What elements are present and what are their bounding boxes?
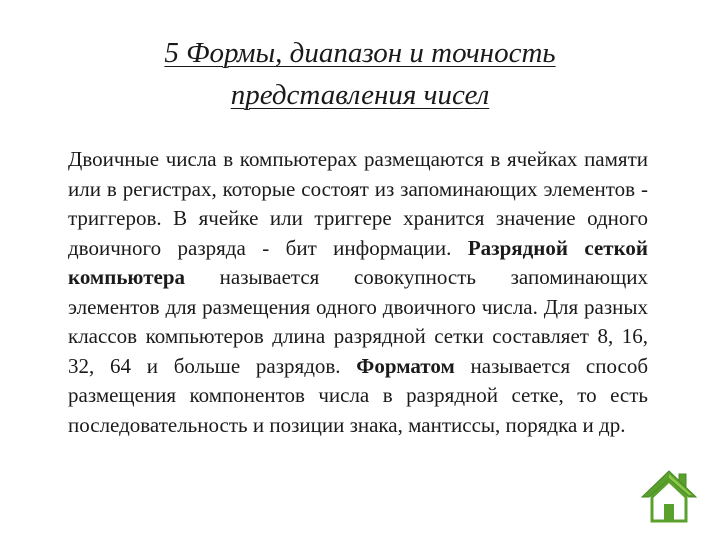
term-bit-grid: Разрядной сеткой компьютера xyxy=(68,235,649,289)
term-format: Форматом xyxy=(356,353,455,378)
home-icon xyxy=(640,468,698,524)
body-text-part-1: Двоичные числа в компьютерах размещаются в ячейках памяти или в регистрах, которые состоят из запоминающих элементов - триггеров. В ячейке или триггере хранится значение одного двоичного разряда - бит информации. xyxy=(68,147,648,260)
body-paragraph xyxy=(68,145,648,440)
body-text-part-3: называется способ размещения компонентов числа в разрядной сетке, то есть последовательность и позиции знака, мантиссы, порядка и др. xyxy=(68,353,648,437)
body-text-part-2: называется совокупность запоминающих элементов для размещения одного двоичного числа. Для разных классов компьютеров длина разрядной сетки составляет 8, 16, 32, 64 и больше разрядов. xyxy=(68,265,648,378)
slide-title-line-2: представления чисел xyxy=(230,79,490,111)
home-icon-door xyxy=(664,504,674,521)
home-button[interactable] xyxy=(640,468,698,524)
slide-title xyxy=(0,32,720,116)
slide-title-line-1: 5 Формы, диапазон и точность xyxy=(164,37,556,69)
